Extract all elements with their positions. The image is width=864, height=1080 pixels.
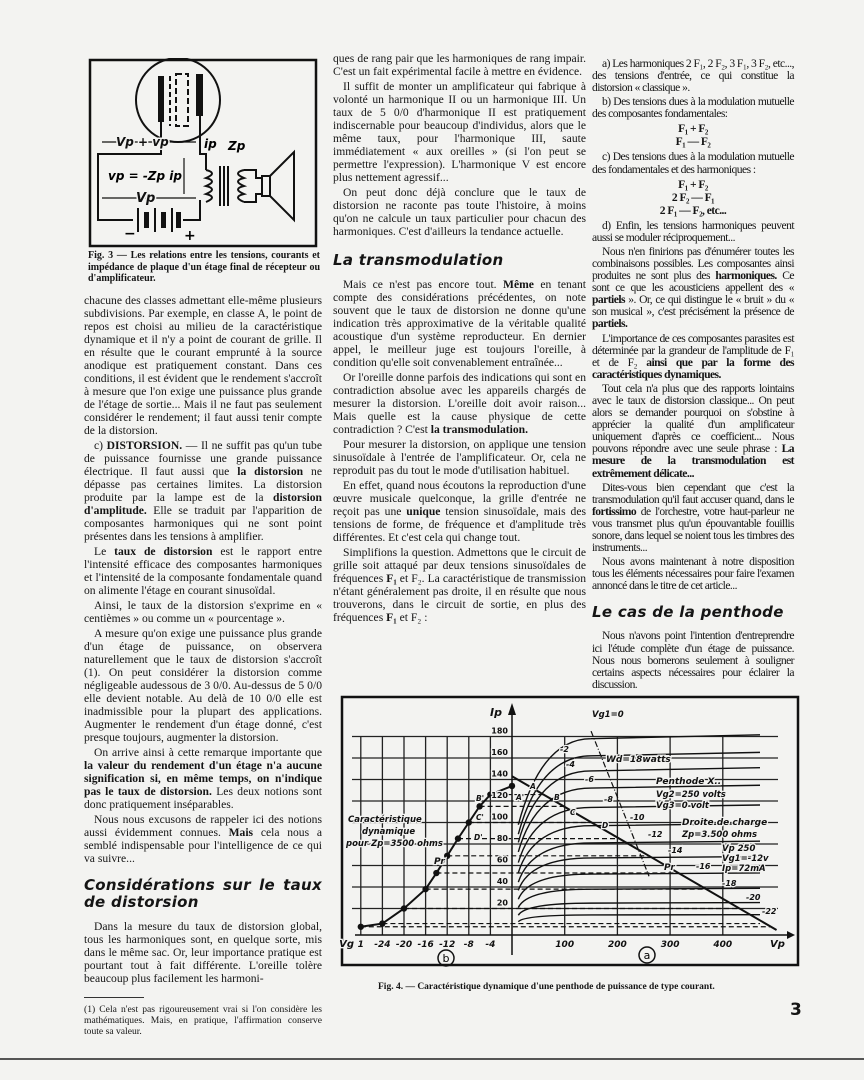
paragraph [333, 52, 586, 78]
bold-text: la valeur du rendement d'un étage n'a aucune signification si, en même temps, on n'indique pas le taux de distorsion. [84, 759, 322, 798]
point-label: C' [476, 813, 484, 822]
point-label: B' [476, 794, 485, 803]
paragraph [84, 294, 322, 437]
loudspeaker-icon [262, 152, 294, 220]
load-line-impedance-label: Zp=3.500 ohms [682, 830, 758, 840]
operating-point-label-right: Pr [664, 863, 675, 873]
y-tick-label: 120 [491, 791, 508, 800]
bold-text: F₁ [386, 611, 397, 624]
curve-label: -6 [585, 775, 594, 784]
figure-3-caption [88, 250, 320, 285]
bold-text: la distorsion [237, 465, 304, 478]
bold-text: unique [406, 505, 441, 518]
operating-point-vg1: Vg1=-12v [722, 854, 769, 864]
x-axis-arrow [787, 931, 795, 939]
paragraph [592, 333, 794, 381]
text-run: Il suffit de monter un amplificateur qui fabrique à volonté un harmonique II ou un harmonique III. Un taux de 5 0/0 d'harmonique II est pratiquement indiscernable pour beaucoup d'individus, alors que le même taux, pour l'harmonique III, saute immédiatement « aux oreilles » (si l'on peut se permettre l'expression). L'harmonique V est encore plus nettement agressif... [333, 80, 586, 184]
curve-label: -14 [668, 846, 683, 855]
text-run: Dites-vous bien cependant que c'est la transmodulation qu'il faut accuser quand, dans le [592, 480, 794, 506]
x-tick-label: -4 [485, 940, 496, 950]
paragraph [592, 151, 794, 175]
panel-a-label: a [643, 949, 651, 962]
curve-label: -22 [762, 907, 777, 916]
point-label: C [570, 808, 576, 817]
text-run: d) Enfin, les tensions harmoniques peuvent aussi se moduler réciproquement... [592, 218, 794, 244]
y-axis-label: Ip [490, 706, 502, 719]
text-run: ». Or, ce qui distingue le « bruit » du « son musical », c'est précisément la présence de [592, 293, 794, 319]
text-run: Tout cela n'a plus que des rapports lointains avec le taux de distorsion classique... On peut alors se demander pourquoi on s'obstine à apprécier la qualité d'un amplificateur uniquement d'après ce coefficient... Nous pouvons répondre avec une seule phrase : [592, 381, 794, 456]
paragraph [84, 545, 322, 597]
pentode-characteristic-chart [340, 695, 802, 969]
text-run: ne dépasse pas certaines limites. La distorsion produite par la lampe est de la [84, 465, 322, 504]
dissipation-label: Wd=18watts [606, 755, 671, 765]
operating-point-ip: Ip=72mA [722, 864, 766, 874]
paragraph [333, 371, 586, 436]
page-edge [0, 1058, 864, 1060]
paragraph [333, 80, 586, 184]
footnote-divider [84, 997, 144, 998]
formula-line: 2 F₁ — F₂, etc... [659, 203, 727, 217]
paragraph [84, 746, 322, 811]
vp-plus-label: Vp + vp [116, 135, 169, 149]
pentode-label: Penthode X.. [656, 777, 722, 787]
text-run: et F₂ : [396, 611, 428, 624]
y-tick-label: 160 [491, 748, 508, 757]
figure-3 [88, 58, 320, 285]
curve-label: -18 [722, 879, 737, 888]
y-tick-label: 60 [496, 855, 508, 865]
text-run: cela nous a semblé indispensable pour l'intelligence de ce qui va suivre... [84, 826, 322, 865]
text-run: Simplifions la question. Admettons que le circuit de grille soit attaqué par deux tensions sinusoïdales de fréquences [333, 546, 586, 585]
bold-text: fortissimo [592, 504, 637, 518]
y-tick-label: 140 [491, 769, 508, 779]
paragraph [592, 58, 794, 94]
text-run: Le [94, 545, 115, 558]
dynamic-characteristic-label: pour Zp=3500 ohms [346, 839, 443, 849]
column-1 [84, 294, 322, 1037]
paragraph [333, 546, 586, 624]
text-run: c) [94, 439, 107, 452]
dynamic-characteristic-label: dynamique [362, 827, 416, 837]
formula-line: F₁ — F₂ [675, 135, 711, 149]
plus-sign: + [184, 228, 196, 244]
operating-point-label-left: Pr [434, 857, 445, 867]
y-tick-label: 100 [491, 812, 508, 822]
point-label: D' [474, 833, 483, 842]
paragraph [84, 627, 322, 744]
text-run: On arrive ainsi à cette remarque importante que [94, 746, 322, 759]
x-tick-label: 400 [713, 940, 733, 950]
paragraph [333, 438, 586, 477]
operating-point-vp: Vp 250 [722, 844, 756, 854]
paragraph [333, 278, 586, 369]
x-tick-label: -8 [463, 940, 474, 950]
text-run: A mesure qu'on exige une puissance plus grande d'un étage de puissance, on observera naturellement que le taux de distorsion s'accroît (1). On peut considérer la distorsion comme négligeable audessous de 3 0/0. Au-dessus de 5 0/0 elle devient notable. Au delà de 10 0/0 elle est inadmissible pour la plupart des applications. Augmenter le rendement d'un étage donné, c'est presque toujours, augmenter la distorsion. [84, 627, 322, 744]
text-run: en tenant compte des considérations précédentes, on note souvent que le taux de distorsion ne donne qu'une indication très approximative de la véritable qualité acoustique d'un système reproducteur. En dernier appel, le meilleur juge est toujours l'oreille, à condition qu'elle soit convenablement entraînée... [333, 278, 586, 369]
y-tick-label: 40 [496, 877, 508, 886]
curve-label: -4 [566, 760, 575, 769]
vg1-0-label: Vg1=0 [592, 710, 624, 720]
paragraph [592, 246, 794, 331]
point-label: B [554, 793, 560, 802]
x-axis-label-vg: Vg [340, 939, 354, 950]
bold-text: DISTORSION. [106, 439, 183, 452]
paragraph [592, 220, 794, 244]
text-run: Pour mesurer la distorsion, on applique une tension sinusoïdale à l'entrée de l'amplificateur. Or, cela ne reproduit pas du tout le mode d'utilisation habituel. [333, 438, 586, 477]
curve-label: -20 [746, 893, 761, 902]
text-run: chacune des classes admettant elle-même plusieurs subdivisions. Par exemple, en classe A, le point de repos est choisi au milieu de la caractéristique dynamique et il n'y a point de courant de grille. Il en résulte que le courant emprunté à la source anodique est pratiquement constant. Dans ces conditions, il est évident que le rendement s'accroît à mesure que l'on exige une puissance plus grande de l'étage de sortie... Mais il ne faut pas seulement considérer le rendement; il faut aussi tenir compte de la distorsion. [84, 294, 322, 437]
bold-text: distorsion d'amplitude. [84, 491, 322, 517]
column-3 [592, 58, 794, 693]
bold-text: Mais [228, 826, 254, 839]
x-tick-label: -24 [374, 940, 391, 950]
section-heading: Le cas de la penthode [592, 603, 784, 622]
formula-line: F₁ + F₂ [678, 122, 708, 136]
point-label: A [530, 782, 536, 791]
vg3-label: Vg3=0 volt [656, 801, 709, 811]
bold-text: partiels. [592, 317, 628, 331]
figure-3-number: Fig. 3 — [88, 250, 127, 261]
bold-text: Même [503, 278, 534, 291]
text-run: ques de rang pair que les harmoniques de rang impair. C'est un fait expérimental facile à mettre en évidence. [333, 52, 586, 78]
section-heading: La transmodulation [333, 251, 504, 269]
figure-4-caption: Fig. 4. — Caractéristique dynamique d'une penthode de puissance de type courant. [378, 982, 715, 992]
dynamic-characteristic-label: Caractéristique [348, 815, 422, 825]
y-tick-label: 180 [491, 726, 508, 736]
text-run: Ce sont ce que les acousticiens appellent des « [592, 269, 794, 295]
text-run: Ainsi, le taux de la distorsion s'exprime en « centièmes » ou comme un « pourcentage ». [84, 599, 322, 625]
text-run: c) Des tensions dues à la modulation mutuelle des fondamentales et des harmoniques : [592, 150, 794, 176]
text-run: tension sinusoïdale, mais des tensions de forme, de fréquence et d'amplitude très différentes. Et c'est cela qui change tout. [333, 505, 586, 544]
text-run: et F₂. La caractéristique de transmission n'étant généralement pas droite, il en résulte que nous trouverons, dans le circuit de sortie, en plus des fréquences [333, 572, 586, 624]
load-line-label: Droite de charge [682, 818, 768, 828]
minus-sign: − [124, 226, 136, 242]
bold-text: La mesure de la transmodulation est extrêmement délicate... [592, 442, 794, 480]
x-tick-label: 300 [660, 940, 680, 950]
vp-label: Vp [136, 191, 156, 206]
text-run: Mais ce n'est pas encore tout. [343, 278, 503, 291]
paragraph [592, 630, 794, 690]
bold-text: F₁ [386, 572, 397, 585]
paragraph [592, 96, 794, 120]
x-tick-label: -12 [439, 940, 456, 950]
curve-label: -8 [604, 795, 613, 804]
formula-line: F₁ + F₂ [678, 177, 708, 191]
bold-text: partiels [592, 293, 625, 307]
y-axis-arrow [508, 703, 516, 715]
text-run: En effet, quand nous écoutons la reproduction d'une œuvre musicale quelconque, la grille d'entrée ne reçoit pas une [333, 479, 586, 518]
text-run: Dans la mesure du taux de distorsion global, tous les harmoniques sont, en quelque sorte, mis dans le même sac. Or, leur importance pratique est pourtant tout à fait différente. L'oreille tolère beaucoup plus facilement les harmoni- [84, 920, 322, 985]
plate-curve [518, 915, 760, 922]
paragraph [84, 813, 322, 865]
battery-icon [138, 208, 181, 232]
text-run: de l'orchestre, votre haut-parleur ne vous transmet plus qu'un épouvantable fouillis sonore, dans lequel se noient tous les timbres des instruments... [592, 504, 794, 555]
panel-b-label: b [442, 952, 450, 965]
circuit-diagram [88, 58, 318, 248]
figure-4 [340, 695, 802, 994]
vp-equation-label: vp = -Zp ip [108, 169, 182, 183]
bold-text: harmoniques. [715, 269, 777, 283]
point-label: A' [516, 793, 525, 802]
text-run: L'importance de ces composantes parasites est déterminée par la grandeur de l'amplitude de F₁ et de F₂ [592, 331, 794, 369]
text-run: Les deux notions sont donc pratiquement inséparables. [84, 785, 323, 811]
curve-label: -2 [560, 745, 569, 754]
tube-icon [136, 58, 220, 142]
x-tick-label: -16 [417, 940, 434, 950]
bold-text: ainsi que par la forme des caractéristiques dynamiques. [592, 355, 794, 381]
paragraph [592, 383, 794, 480]
text-run: Nous n'en finirions pas d'énumérer toutes les combinaisons possibles. Les composantes ainsi produites ne sont plus des [592, 244, 794, 283]
vg2-label: Vg2=250 volts [656, 790, 726, 800]
text-run: a) Les harmoniques 2 F₁, 2 F₂, 3 F₁, 3 F₂, etc..., des tensions d'entrée, ce qui constitue la distorsion « classique ». [592, 57, 794, 95]
curve-label: -16 [696, 862, 711, 871]
bold-text: la transmodulation. [430, 423, 528, 436]
transformer-icon [206, 166, 262, 206]
data-point [509, 783, 515, 789]
bold-text: taux de distorsion [114, 545, 213, 558]
section-heading: Considérations sur le taux de distorsion [84, 876, 322, 911]
x-tick-label: -20 [395, 940, 413, 950]
text-run: est le rapport entre l'intensité efficace des composantes harmoniques et l'intensité de la composante fondamentale quand on alimente l'étage en courant sinusoïdal. [84, 545, 322, 597]
text-run: — Il ne suffit pas qu'un tube de puissance fournisse une grande puissance électrique. Il faut aussi que [84, 439, 322, 478]
column-2 [333, 52, 586, 626]
text-run: Elle se traduit par l'apparition de composantes harmoniques qui ne sont point présentes dans les tensions à amplifier. [84, 504, 322, 543]
x-tick-label: 200 [608, 940, 627, 950]
paragraph [84, 920, 322, 985]
text-run: Nous nous excusons de rappeler ici des notions aussi évidemment connues. [84, 813, 322, 839]
y-tick-label: 20 [496, 898, 508, 908]
paragraph [592, 556, 794, 592]
formula-line: 2 F₂ — F₁ [671, 190, 715, 204]
curve-label: -10 [630, 813, 645, 822]
formula [592, 178, 794, 217]
point-label: D [602, 821, 609, 830]
ip-label: ip [204, 137, 217, 151]
curve-label: -12 [648, 830, 663, 839]
text-run: Nous avons maintenant à notre disposition tous les éléments nécessaires pour faire l'examen annoncé dans le titre de cet article... [592, 555, 794, 593]
max-dissipation-curve [591, 731, 649, 876]
page-number: 3 [790, 1000, 802, 1020]
paragraph [84, 439, 322, 543]
y-tick-label: 80 [496, 834, 508, 843]
formula [592, 122, 794, 148]
x-axis-label-vp: Vp [770, 939, 785, 950]
paragraph [333, 186, 586, 238]
x-tick-label: 1 [357, 940, 364, 950]
paragraph [84, 599, 322, 625]
footnote: (1) Cela n'est pas rigoureusement vrai si l'on considère les mathématiques. Mais, en pratique, l'affirmation conserve toute sa valeur. [84, 1004, 322, 1037]
figure-3-caption-text: Les relations entre les tensions, courants et impédance de plaque d'un étage final de récepteur ou d'amplificateur. [88, 250, 320, 284]
text-run: On peut donc déjà conclure que le taux de distorsion ne raconte pas toute l'histoire, à moins qu'on ne calcule un taux particulier pour chacun des harmoniques. C'est d'ailleurs la tendance actuelle. [333, 186, 586, 238]
zp-label: Zp [228, 139, 246, 153]
text-run: Nous n'avons point l'intention d'entreprendre ici l'étude complète d'un étage de puissance. Nous nous bornerons seulement à souligner certains aspects nécessaires pour éclairer la discussion. [592, 629, 794, 691]
paragraph [333, 479, 586, 544]
text-run: b) Des tensions dues à la modulation mutuelle des composantes fondamentales: [592, 95, 794, 121]
x-tick-label: 100 [555, 940, 575, 950]
paragraph [592, 482, 794, 555]
text-run: Or l'oreille donne parfois des indications qui sont en contradiction absolue avec les appareils chargés de mesurer la distorsion. L'oreille doit avoir raison... Mais quelle est la cause physique de cette contradiction ? C'est [333, 371, 586, 436]
